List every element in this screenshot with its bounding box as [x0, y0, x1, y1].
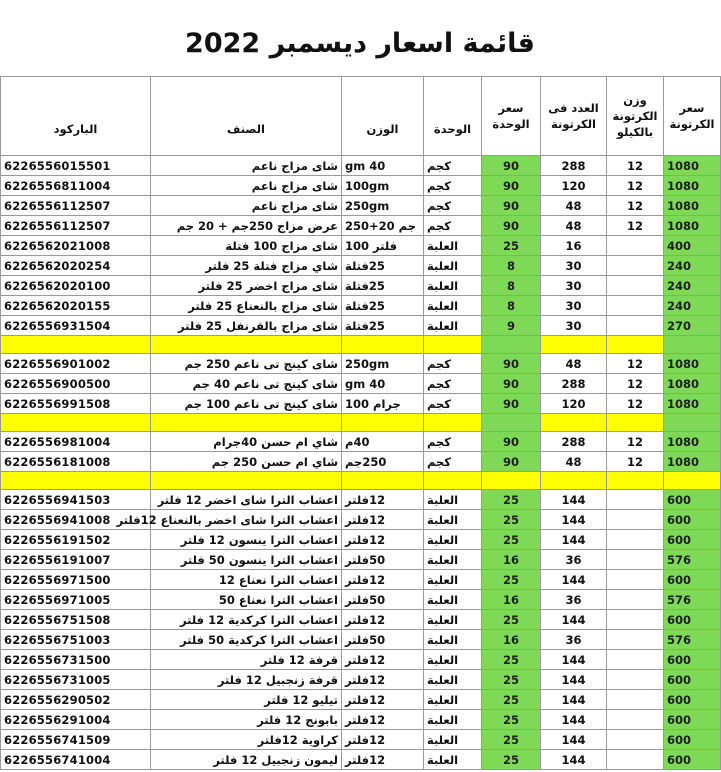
header-size: الوزن	[342, 77, 424, 156]
carton-count-cell: 288	[541, 432, 607, 452]
group-divider-row	[1, 336, 721, 354]
table-row	[1, 630, 721, 650]
carton-weight-cell	[607, 710, 664, 730]
size-cell: 250جم	[342, 452, 424, 472]
product-cell: قرفة زنجبيل 12 فلتر	[151, 670, 342, 690]
unit-cell: العلبة	[424, 296, 482, 316]
product-cell: عرض مزاج 250جم + 20 جم	[151, 216, 342, 236]
carton-price-cell: 400	[664, 236, 721, 256]
carton-price-cell: 1080	[664, 216, 721, 236]
barcode-cell: 6226556751508	[1, 610, 151, 630]
table-row	[1, 730, 721, 750]
carton-price-cell: 240	[664, 276, 721, 296]
barcode-cell: 6226556731500	[1, 650, 151, 670]
table-row	[1, 530, 721, 550]
unit-cell: كجم	[424, 216, 482, 236]
unit-price-cell: 25	[482, 750, 541, 770]
barcode-cell: 6226556991508	[1, 394, 151, 414]
table-row	[1, 156, 721, 176]
carton-count-cell: 120	[541, 176, 607, 196]
carton-count-cell: 30	[541, 316, 607, 336]
size-cell: 12فلتر	[342, 490, 424, 510]
carton-weight-cell	[607, 730, 664, 750]
product-cell: اعشاب الترا ينسون 12 فلتر	[151, 530, 342, 550]
carton-price-cell: 1080	[664, 354, 721, 374]
table-row	[1, 216, 721, 236]
product-cell: اعشاب الترا كركدية 50 فلتر	[151, 630, 342, 650]
size-cell: 40 gm	[342, 374, 424, 394]
carton-price-cell: 1080	[664, 394, 721, 414]
group-divider-row	[1, 472, 721, 490]
unit-price-cell: 8	[482, 276, 541, 296]
carton-count-cell: 144	[541, 670, 607, 690]
table-row	[1, 316, 721, 336]
product-cell: شاى كينج تى ناعم 40 جم	[151, 374, 342, 394]
carton-weight-cell	[607, 276, 664, 296]
divider-cell	[1, 336, 151, 354]
carton-price-cell: 1080	[664, 452, 721, 472]
divider-cell	[541, 472, 607, 490]
product-cell: اعشاب الترا شاى اخضر بالنعناع 12فلتر	[151, 510, 342, 530]
carton-price-cell: 240	[664, 296, 721, 316]
carton-price-cell: 600	[664, 510, 721, 530]
unit-price-cell: 25	[482, 236, 541, 256]
unit-cell: كجم	[424, 374, 482, 394]
carton-weight-cell	[607, 750, 664, 770]
table-row	[1, 690, 721, 710]
carton-count-cell: 48	[541, 216, 607, 236]
header-unit-price: سعر الوحدة	[482, 77, 541, 156]
barcode-cell: 6226556291004	[1, 710, 151, 730]
unit-price-cell: 8	[482, 256, 541, 276]
barcode-cell: 6226556931504	[1, 316, 151, 336]
unit-cell: العلبة	[424, 650, 482, 670]
product-cell: شاى مزاج 100 فتلة	[151, 236, 342, 256]
carton-weight-cell	[607, 510, 664, 530]
product-cell: اعشاب الترا نعناع 50	[151, 590, 342, 610]
barcode-cell: 6226562020254	[1, 256, 151, 276]
barcode-cell: 6226556811004	[1, 176, 151, 196]
carton-count-cell: 120	[541, 394, 607, 414]
size-cell: 12فلتر	[342, 750, 424, 770]
barcode-cell: 6226556290502	[1, 690, 151, 710]
carton-count-cell: 144	[541, 690, 607, 710]
size-cell: 12فلتر	[342, 570, 424, 590]
carton-price-cell: 576	[664, 630, 721, 650]
carton-weight-cell	[607, 650, 664, 670]
divider-cell	[482, 336, 541, 354]
divider-cell	[664, 472, 721, 490]
unit-price-cell: 25	[482, 610, 541, 630]
product-cell: بابونج 12 فلتر	[151, 710, 342, 730]
barcode-cell: 6226556901002	[1, 354, 151, 374]
divider-cell	[607, 414, 664, 432]
unit-price-cell: 90	[482, 452, 541, 472]
carton-count-cell: 48	[541, 196, 607, 216]
carton-count-cell: 288	[541, 156, 607, 176]
carton-count-cell: 144	[541, 570, 607, 590]
carton-count-cell: 144	[541, 490, 607, 510]
size-cell: 250gm	[342, 354, 424, 374]
divider-cell	[342, 336, 424, 354]
table-row	[1, 650, 721, 670]
product-cell: اعشاب الترا ينسون 50 فلتر	[151, 550, 342, 570]
carton-price-cell: 1080	[664, 196, 721, 216]
size-cell: جم 20+250	[342, 216, 424, 236]
table-row	[1, 670, 721, 690]
table-row	[1, 374, 721, 394]
size-cell: 12فلتر	[342, 690, 424, 710]
unit-cell: العلبة	[424, 276, 482, 296]
size-cell: 12فلتر	[342, 730, 424, 750]
product-cell: شاى مزاج ناعم	[151, 176, 342, 196]
header-carton-price: سعر الكرتونة	[664, 77, 721, 156]
carton-weight-cell	[607, 570, 664, 590]
table-row	[1, 710, 721, 730]
carton-count-cell: 144	[541, 730, 607, 750]
divider-cell	[151, 336, 342, 354]
unit-cell: العلبة	[424, 316, 482, 336]
barcode-cell: 6226556191502	[1, 530, 151, 550]
carton-count-cell: 144	[541, 510, 607, 530]
table-row	[1, 490, 721, 510]
barcode-cell: 6226562020155	[1, 296, 151, 316]
size-cell: 25فتلة	[342, 276, 424, 296]
table-row	[1, 570, 721, 590]
product-cell: شاي ام حسن 40جرام	[151, 432, 342, 452]
carton-weight-cell	[607, 490, 664, 510]
unit-cell: العلبة	[424, 570, 482, 590]
carton-weight-cell	[607, 256, 664, 276]
unit-cell: كجم	[424, 354, 482, 374]
divider-cell	[607, 472, 664, 490]
carton-price-cell: 600	[664, 750, 721, 770]
divider-cell	[151, 414, 342, 432]
product-cell: كراوية 12فلتر	[151, 730, 342, 750]
unit-cell: العلبة	[424, 530, 482, 550]
barcode-cell: 6226556741004	[1, 750, 151, 770]
size-cell: 25فتلة	[342, 296, 424, 316]
size-cell: 12فلتر	[342, 650, 424, 670]
carton-price-cell: 1080	[664, 156, 721, 176]
unit-price-cell: 16	[482, 590, 541, 610]
table-row	[1, 750, 721, 770]
unit-price-cell: 25	[482, 650, 541, 670]
unit-price-cell: 9	[482, 316, 541, 336]
carton-price-cell: 600	[664, 650, 721, 670]
table-row	[1, 276, 721, 296]
unit-price-cell: 90	[482, 216, 541, 236]
unit-price-cell: 25	[482, 690, 541, 710]
unit-price-cell: 90	[482, 432, 541, 452]
carton-count-cell: 16	[541, 236, 607, 256]
divider-cell	[664, 414, 721, 432]
carton-count-cell: 36	[541, 550, 607, 570]
carton-weight-cell: 12	[607, 432, 664, 452]
header-product: الصنف	[151, 77, 342, 156]
carton-count-cell: 144	[541, 710, 607, 730]
product-cell: اعشاب الترا شاى اخضر 12 فلتر	[151, 490, 342, 510]
carton-weight-cell: 12	[607, 354, 664, 374]
barcode-cell: 6226556112507	[1, 196, 151, 216]
carton-count-cell: 144	[541, 610, 607, 630]
header-carton-weight: وزن الكرتونة بالكيلو	[607, 77, 664, 156]
unit-cell: العلبة	[424, 550, 482, 570]
carton-weight-cell	[607, 316, 664, 336]
carton-price-cell: 576	[664, 550, 721, 570]
table-row	[1, 196, 721, 216]
table-row	[1, 236, 721, 256]
barcode-cell: 6226556941503	[1, 490, 151, 510]
carton-weight-cell	[607, 690, 664, 710]
unit-cell: العلبة	[424, 610, 482, 630]
unit-price-cell: 25	[482, 730, 541, 750]
product-cell: شاى مزاج بالقرنفل 25 فلتر	[151, 316, 342, 336]
product-cell: اعشاب الترا كركدية 12 فلتر	[151, 610, 342, 630]
divider-cell	[151, 472, 342, 490]
carton-weight-cell	[607, 670, 664, 690]
unit-cell: العلبة	[424, 510, 482, 530]
carton-weight-cell	[607, 590, 664, 610]
carton-price-cell: 600	[664, 570, 721, 590]
size-cell: 25فتلة	[342, 256, 424, 276]
carton-weight-cell: 12	[607, 176, 664, 196]
product-cell: شاي ام حسن 250 جم	[151, 452, 342, 472]
divider-cell	[607, 336, 664, 354]
carton-count-cell: 48	[541, 452, 607, 472]
product-cell: ليمون زنجبيل 12 فلتر	[151, 750, 342, 770]
group-divider-row	[1, 414, 721, 432]
unit-cell: كجم	[424, 394, 482, 414]
carton-count-cell: 30	[541, 276, 607, 296]
barcode-cell: 6226562020100	[1, 276, 151, 296]
product-cell: شاي مزاج فتلة 25 فلتر	[151, 256, 342, 276]
carton-weight-cell: 12	[607, 196, 664, 216]
size-cell: فلتر 100	[342, 236, 424, 256]
carton-count-cell: 36	[541, 630, 607, 650]
divider-cell	[1, 414, 151, 432]
unit-cell: كجم	[424, 176, 482, 196]
unit-price-cell: 25	[482, 510, 541, 530]
unit-price-cell: 16	[482, 630, 541, 650]
unit-cell: العلبة	[424, 730, 482, 750]
carton-count-cell: 30	[541, 256, 607, 276]
size-cell: 12فلتر	[342, 610, 424, 630]
size-cell: 12فلتر	[342, 510, 424, 530]
carton-price-cell: 600	[664, 530, 721, 550]
table-row	[1, 590, 721, 610]
unit-cell: العلبة	[424, 256, 482, 276]
unit-price-cell: 90	[482, 156, 541, 176]
product-cell: اعشاب الترا نعناع 12	[151, 570, 342, 590]
carton-count-cell: 144	[541, 750, 607, 770]
unit-price-cell: 90	[482, 374, 541, 394]
carton-count-cell: 144	[541, 650, 607, 670]
product-cell: تيليو 12 فلتر	[151, 690, 342, 710]
price-table	[0, 76, 721, 770]
carton-price-cell: 600	[664, 490, 721, 510]
size-cell: 40م	[342, 432, 424, 452]
carton-weight-cell: 12	[607, 394, 664, 414]
size-cell: 50فلتر	[342, 590, 424, 610]
unit-cell: كجم	[424, 452, 482, 472]
barcode-cell: 6226556191007	[1, 550, 151, 570]
unit-cell: العلبة	[424, 590, 482, 610]
table-row	[1, 296, 721, 316]
unit-cell: العلبة	[424, 670, 482, 690]
product-cell: شاى كينج تى ناعم 100 جم	[151, 394, 342, 414]
product-cell: شاى مزاج ناعم	[151, 196, 342, 216]
carton-price-cell: 270	[664, 316, 721, 336]
unit-price-cell: 90	[482, 394, 541, 414]
barcode-cell: 6226556751003	[1, 630, 151, 650]
unit-price-cell: 25	[482, 570, 541, 590]
product-cell: شاى كينج تى ناعم 250 جم	[151, 354, 342, 374]
divider-cell	[482, 414, 541, 432]
divider-cell	[1, 472, 151, 490]
carton-price-cell: 600	[664, 670, 721, 690]
table-row	[1, 176, 721, 196]
page-title: قائمة اسعار ديسمبر 2022	[185, 28, 535, 59]
unit-price-cell: 25	[482, 530, 541, 550]
unit-cell: العلبة	[424, 630, 482, 650]
barcode-cell: 6226556971500	[1, 570, 151, 590]
carton-price-cell: 240	[664, 256, 721, 276]
divider-cell	[482, 472, 541, 490]
carton-price-cell: 1080	[664, 432, 721, 452]
table-row	[1, 452, 721, 472]
table-row	[1, 550, 721, 570]
carton-weight-cell: 12	[607, 452, 664, 472]
size-cell: 40 gm	[342, 156, 424, 176]
carton-count-cell: 144	[541, 530, 607, 550]
unit-price-cell: 90	[482, 354, 541, 374]
carton-weight-cell: 12	[607, 156, 664, 176]
divider-cell	[342, 472, 424, 490]
unit-price-cell: 25	[482, 710, 541, 730]
carton-price-cell: 1080	[664, 176, 721, 196]
size-cell: 50فلتر	[342, 550, 424, 570]
header-row	[1, 77, 721, 156]
barcode-cell: 6226556112507	[1, 216, 151, 236]
carton-count-cell: 288	[541, 374, 607, 394]
unit-price-cell: 25	[482, 670, 541, 690]
product-cell: قرفة 12 فلتر	[151, 650, 342, 670]
unit-cell: العلبة	[424, 690, 482, 710]
divider-cell	[424, 336, 482, 354]
carton-price-cell: 600	[664, 690, 721, 710]
carton-price-cell: 576	[664, 590, 721, 610]
unit-price-cell: 90	[482, 176, 541, 196]
divider-cell	[541, 414, 607, 432]
carton-weight-cell	[607, 530, 664, 550]
carton-count-cell: 48	[541, 354, 607, 374]
carton-weight-cell	[607, 610, 664, 630]
size-cell: 25فتلة	[342, 316, 424, 336]
carton-weight-cell	[607, 236, 664, 256]
header-unit: الوحدة	[424, 77, 482, 156]
carton-price-cell: 600	[664, 710, 721, 730]
size-cell: 12فلتر	[342, 710, 424, 730]
carton-weight-cell: 12	[607, 374, 664, 394]
table-row	[1, 394, 721, 414]
carton-weight-cell: 12	[607, 216, 664, 236]
unit-cell: كجم	[424, 156, 482, 176]
carton-weight-cell	[607, 550, 664, 570]
table-row	[1, 610, 721, 630]
barcode-cell: 6226562021008	[1, 236, 151, 256]
unit-cell: العلبة	[424, 750, 482, 770]
table-row	[1, 432, 721, 452]
barcode-cell: 6226556941008	[1, 510, 151, 530]
divider-cell	[424, 472, 482, 490]
size-cell: 12فلتر	[342, 670, 424, 690]
table-row	[1, 354, 721, 374]
divider-cell	[424, 414, 482, 432]
carton-weight-cell	[607, 296, 664, 316]
carton-price-cell: 600	[664, 730, 721, 750]
header-carton-count: العدد فى الكرتونة	[541, 77, 607, 156]
product-cell: شاى مزاج اخضر 25 فلتر	[151, 276, 342, 296]
barcode-cell: 6226556181008	[1, 452, 151, 472]
table-body	[1, 156, 721, 770]
barcode-cell: 6226556900500	[1, 374, 151, 394]
size-cell: 12فلتر	[342, 530, 424, 550]
size-cell: 100gm	[342, 176, 424, 196]
barcode-cell: 6226556981004	[1, 432, 151, 452]
size-cell: 50فلتر	[342, 630, 424, 650]
header-barcode: الباركود	[1, 77, 151, 156]
barcode-cell: 6226556971005	[1, 590, 151, 610]
carton-price-cell: 1080	[664, 374, 721, 394]
unit-cell: العلبة	[424, 490, 482, 510]
unit-price-cell: 8	[482, 296, 541, 316]
unit-price-cell: 90	[482, 196, 541, 216]
divider-cell	[664, 336, 721, 354]
table-row	[1, 510, 721, 530]
carton-weight-cell	[607, 630, 664, 650]
barcode-cell: 6226556731005	[1, 670, 151, 690]
size-cell: 250gm	[342, 196, 424, 216]
carton-price-cell: 600	[664, 610, 721, 630]
table-row	[1, 256, 721, 276]
unit-cell: كجم	[424, 196, 482, 216]
unit-cell: العلبة	[424, 236, 482, 256]
barcode-cell: 6226556015501	[1, 156, 151, 176]
unit-cell: كجم	[424, 432, 482, 452]
divider-cell	[541, 336, 607, 354]
unit-price-cell: 25	[482, 490, 541, 510]
carton-count-cell: 30	[541, 296, 607, 316]
carton-count-cell: 36	[541, 590, 607, 610]
size-cell: جرام 100	[342, 394, 424, 414]
product-cell: شاى مزاج بالنعناع 25 فلتر	[151, 296, 342, 316]
unit-cell: العلبة	[424, 710, 482, 730]
barcode-cell: 6226556741509	[1, 730, 151, 750]
unit-price-cell: 16	[482, 550, 541, 570]
product-cell: شاى مزاج ناعم	[151, 156, 342, 176]
divider-cell	[342, 414, 424, 432]
